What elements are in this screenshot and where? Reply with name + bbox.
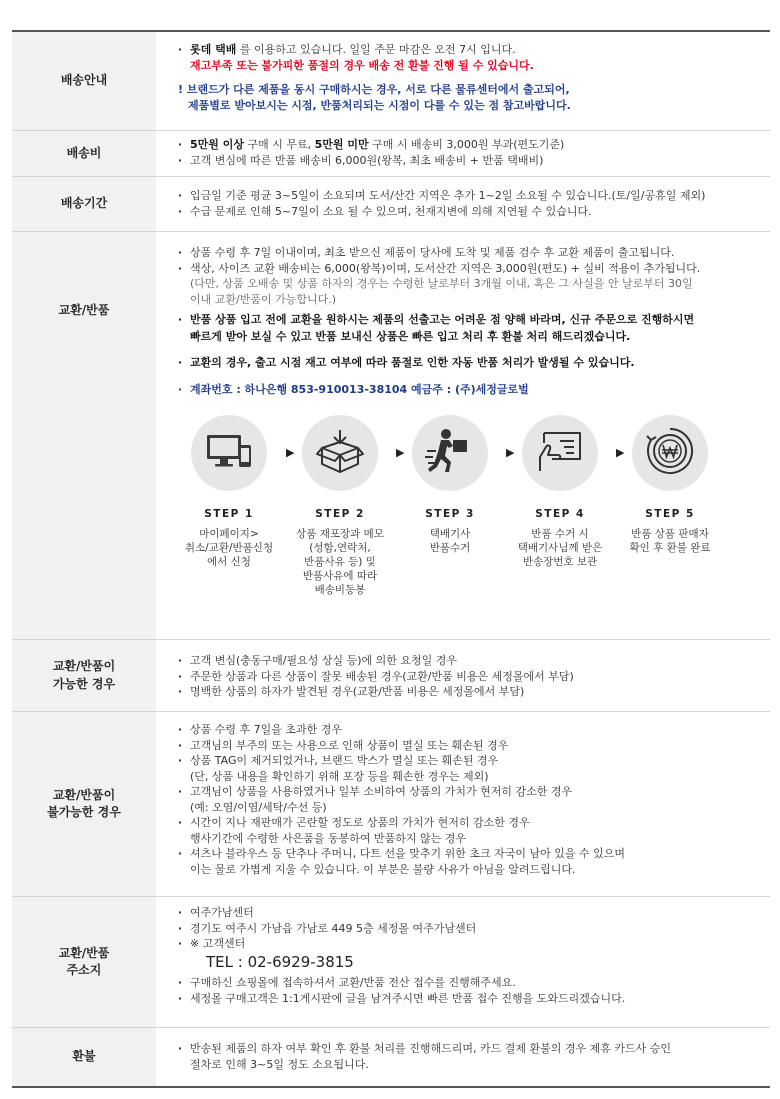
computer-phone-icon [205,431,253,476]
bank-account-info: · 계좌번호 : 하나은행 853-910013-38104 예금주 : (주)세정글로벌 [178,382,762,398]
step-1-desc-1: 마이페이지> [199,527,259,540]
step-1-title: STEP 1 [204,508,254,520]
step-1-desc-3: 에서 신청 [207,555,251,568]
row-label-return-possible-2: 가능한 경우 [52,676,116,691]
step-2-title: STEP 2 [315,508,365,520]
row-return-possible [12,640,770,712]
step-2 [287,415,393,597]
won-refund-icon [645,426,695,481]
step-1-desc-2: 취소/교환/반품신청 [184,541,274,554]
row-label-return-impossible-1: 교환/반품이 [52,787,116,802]
step-3-title: STEP 3 [425,508,475,520]
address-center-name: · 여주가남센터 [178,905,762,921]
row-shipping-period [12,177,770,232]
step-arrow-1: ▶ [286,446,295,459]
address-note-2: · 세정몰 구매고객은 1:1게시판에 글을 남겨주시면 빠른 반품 접수 진행을 도와드리겠습니다. [178,991,762,1007]
exchange-line-3: (다만, 상품 오배송 및 상품 하자의 경우는 수령한 날로부터 3개월 이내, 혹은 그 사실을 안 날로부터 30일 [190,277,693,290]
row-label-refund: 환불 [12,1028,156,1086]
receipt-hand-icon [536,429,584,478]
row-exchange-return [12,232,770,640]
possible-item-2: · 주문한 상품과 다른 상품이 잘못 배송된 경우(교환/반품 비용은 세정몰에서 부담) [178,669,762,685]
out-of-stock-notice: 재고부족 또는 불가피한 품절의 경우 배송 전 환불 진행 될 수 있습니다. [190,58,534,72]
possible-item-1: · 고객 변심(충동구매/필요성 상실 등)에 의한 요청일 경우 [178,653,762,669]
step-2-desc-3: 반품사유 등) 및 [304,555,376,568]
exchange-line-4: 이내 교환/반품이 가능합니다.) [190,292,336,306]
customer-center-label: · ※ 고객센터 [178,936,762,952]
impossible-item-4-note: (예: 오염/이염/세탁/수선 등) [190,800,327,814]
row-label-shipping-fee: 배송비 [12,131,156,176]
row-label-return-impossible-2: 불가능한 경우 [47,805,121,819]
pre-shipment-notice-1: · 반품 상품 입고 전에 교환을 원하시는 제품의 선출고는 어려운 점 양해 바라며, 신규 주문으로 진행하시면 [178,311,762,328]
step-5-desc-2: 확인 후 환불 완료 [629,541,711,554]
return-steps [178,415,762,597]
exchange-line-2: · 색상, 사이즈 교환 배송비는 6,000(왕복)이며, 도서산간 지역은 3,000원(편도) + 실비 적용이 추가됩니다. [178,261,762,277]
step-4-desc-1: 반품 수거 시 [531,527,589,540]
exchange-line-1: · 상품 수령 후 7일 이내이며, 최초 받으신 제품이 당사에 도착 및 제품 검수 후 교환 제품이 출고됩니다. [178,245,762,261]
row-label-return-address-2: 주소지 [66,963,102,977]
impossible-item-1: · 상품 수령 후 7일을 초과한 경우 [178,722,762,738]
shipping-policy-table [12,30,770,1088]
impossible-item-2: · 고객님의 부주의 또는 사용으로 인해 상품이 멸실 또는 훼손된 경우 [178,738,762,754]
brand-notice-2: 제품별로 받아보시는 시점, 반품처리되는 시점이 다를 수 있는 점 참고바랍니다. [188,98,571,112]
step-arrow-4: ▶ [616,446,625,459]
row-shipping-info [12,32,770,131]
row-label-return-impossible [12,712,156,896]
impossible-item-3: · 상품 TAG이 제거되었거나, 브랜드 박스가 멸실 또는 훼손된 경우 [178,753,762,769]
step-2-desc-5: 배송비동봉 [314,583,366,596]
package-box-icon [316,428,364,479]
step-3-desc-1: 택배기사 [429,527,471,540]
row-label-exchange-return: 교환/반품 [12,232,156,639]
impossible-item-5: · 시간이 지나 재판매가 곤란할 정도로 상품의 가치가 현저히 감소한 경우 [178,815,762,831]
period-line-1: · 입금일 기준 평균 3~5일이 소요되며 도서/산간 지역은 추가 1~2일 소요될 수 있습니다.(토/일/공휴일 제외) [178,188,762,204]
row-return-address [12,897,770,1028]
refund-line-2: 절차로 인해 3~5일 정도 소요됩니다. [190,1057,369,1071]
possible-item-3: · 명백한 상품의 하자가 발견된 경우(교환/반품 비용은 세정몰에서 부담) [178,684,762,700]
step-5 [617,415,723,555]
impossible-item-6: · 셔츠나 블라우스 등 단추나 주머니, 다트 선을 맞추기 위한 초크 자국이 남아 있을 수 있으며 [178,846,762,862]
fee-line-1: · 5만원 이상 구매 시 무료, 5만원 미만 구매 시 배송비 3,000원 부과(편도기준) [178,137,762,153]
row-return-impossible [12,712,770,897]
courier-line: · 롯데 택배 를 이용하고 있습니다. 일일 주문 마감은 오전 7시 입니다. [178,42,762,58]
row-shipping-fee [12,131,770,177]
step-2-desc-4: 반품사유에 따라 [302,569,378,582]
step-arrow-3: ▶ [506,446,515,459]
step-1 [176,415,282,569]
step-3-desc-2: 반품수거 [429,541,471,554]
customer-center-tel: TEL : 02-6929-3815 [206,952,354,971]
period-line-2: · 수급 문제로 인해 5~7일이 소요 될 수 있으며, 천재지변에 의해 지연될 수 있습니다. [178,204,762,220]
row-label-return-address [12,897,156,1027]
row-refund [12,1028,770,1088]
impossible-item-6-note: 이는 물로 가볍게 지울 수 있습니다. 이 부분은 불량 사유가 아님을 알려드립니다. [190,862,576,876]
impossible-item-4: · 고객님이 상품을 사용하였거나 일부 소비하여 상품의 가치가 현저히 감소한 경우 [178,784,762,800]
pre-shipment-notice-2: 빠르게 받아 보실 수 있고 반품 보내신 상품은 빠른 입고 처리 후 환불 처리 해드리겠습니다. [190,330,631,343]
auto-return-notice: · 교환의 경우, 출고 시점 재고 여부에 따라 품절로 인한 자동 반품 처리가 발생될 수 있습니다. [178,355,762,371]
row-label-shipping-period: 배송기간 [12,177,156,231]
step-2-desc-2: (성함,연락처, [309,541,371,554]
step-4-desc-2: 택배기사님께 받은 [517,541,603,554]
row-label-return-address-1: 교환/반품 [58,945,110,960]
row-label-return-possible [12,640,156,711]
delivery-man-icon [425,426,475,481]
impossible-item-3-note: (단, 상품 내용을 확인하기 위해 포장 등을 훼손한 경우는 제외) [190,769,489,783]
step-5-desc-1: 반품 상품 판매자 [631,527,709,540]
step-arrow-2: ▶ [396,446,405,459]
address-note-1: · 구매하신 쇼핑몰에 접속하셔서 교환/반품 전산 접수를 진행해주세요. [178,975,762,991]
step-3 [397,415,503,555]
address-line: · 경기도 여주시 가남읍 가남로 449 5층 세정몰 여주가남센터 [178,921,762,937]
row-label-return-possible-1: 교환/반품이 [52,659,116,674]
step-2-desc-1: 상품 재포장과 메모 [296,527,384,540]
fee-line-2: · 고객 변심에 따른 반품 배송비 6,000원(왕복, 최초 배송비 + 반품 택배비) [178,153,762,169]
step-4 [507,415,613,569]
step-4-title: STEP 4 [535,508,585,520]
step-4-desc-3: 반송장번호 보관 [522,555,598,568]
brand-notice-1: ! 브랜드가 다른 제품을 동시 구매하시는 경우, 서로 다른 물류센터에서 출고되어, [178,83,570,96]
refund-line-1: · 반송된 제품의 하자 여부 확인 후 환불 처리를 진행해드리며, 카드 결제 환불의 경우 제휴 카드사 승인 [178,1041,762,1057]
row-label-shipping-info: 배송안내 [12,32,156,130]
step-5-title: STEP 5 [645,508,695,520]
impossible-item-5-note: 행사기간에 수령한 사은품을 동봉하여 반품하지 않는 경우 [190,831,467,845]
